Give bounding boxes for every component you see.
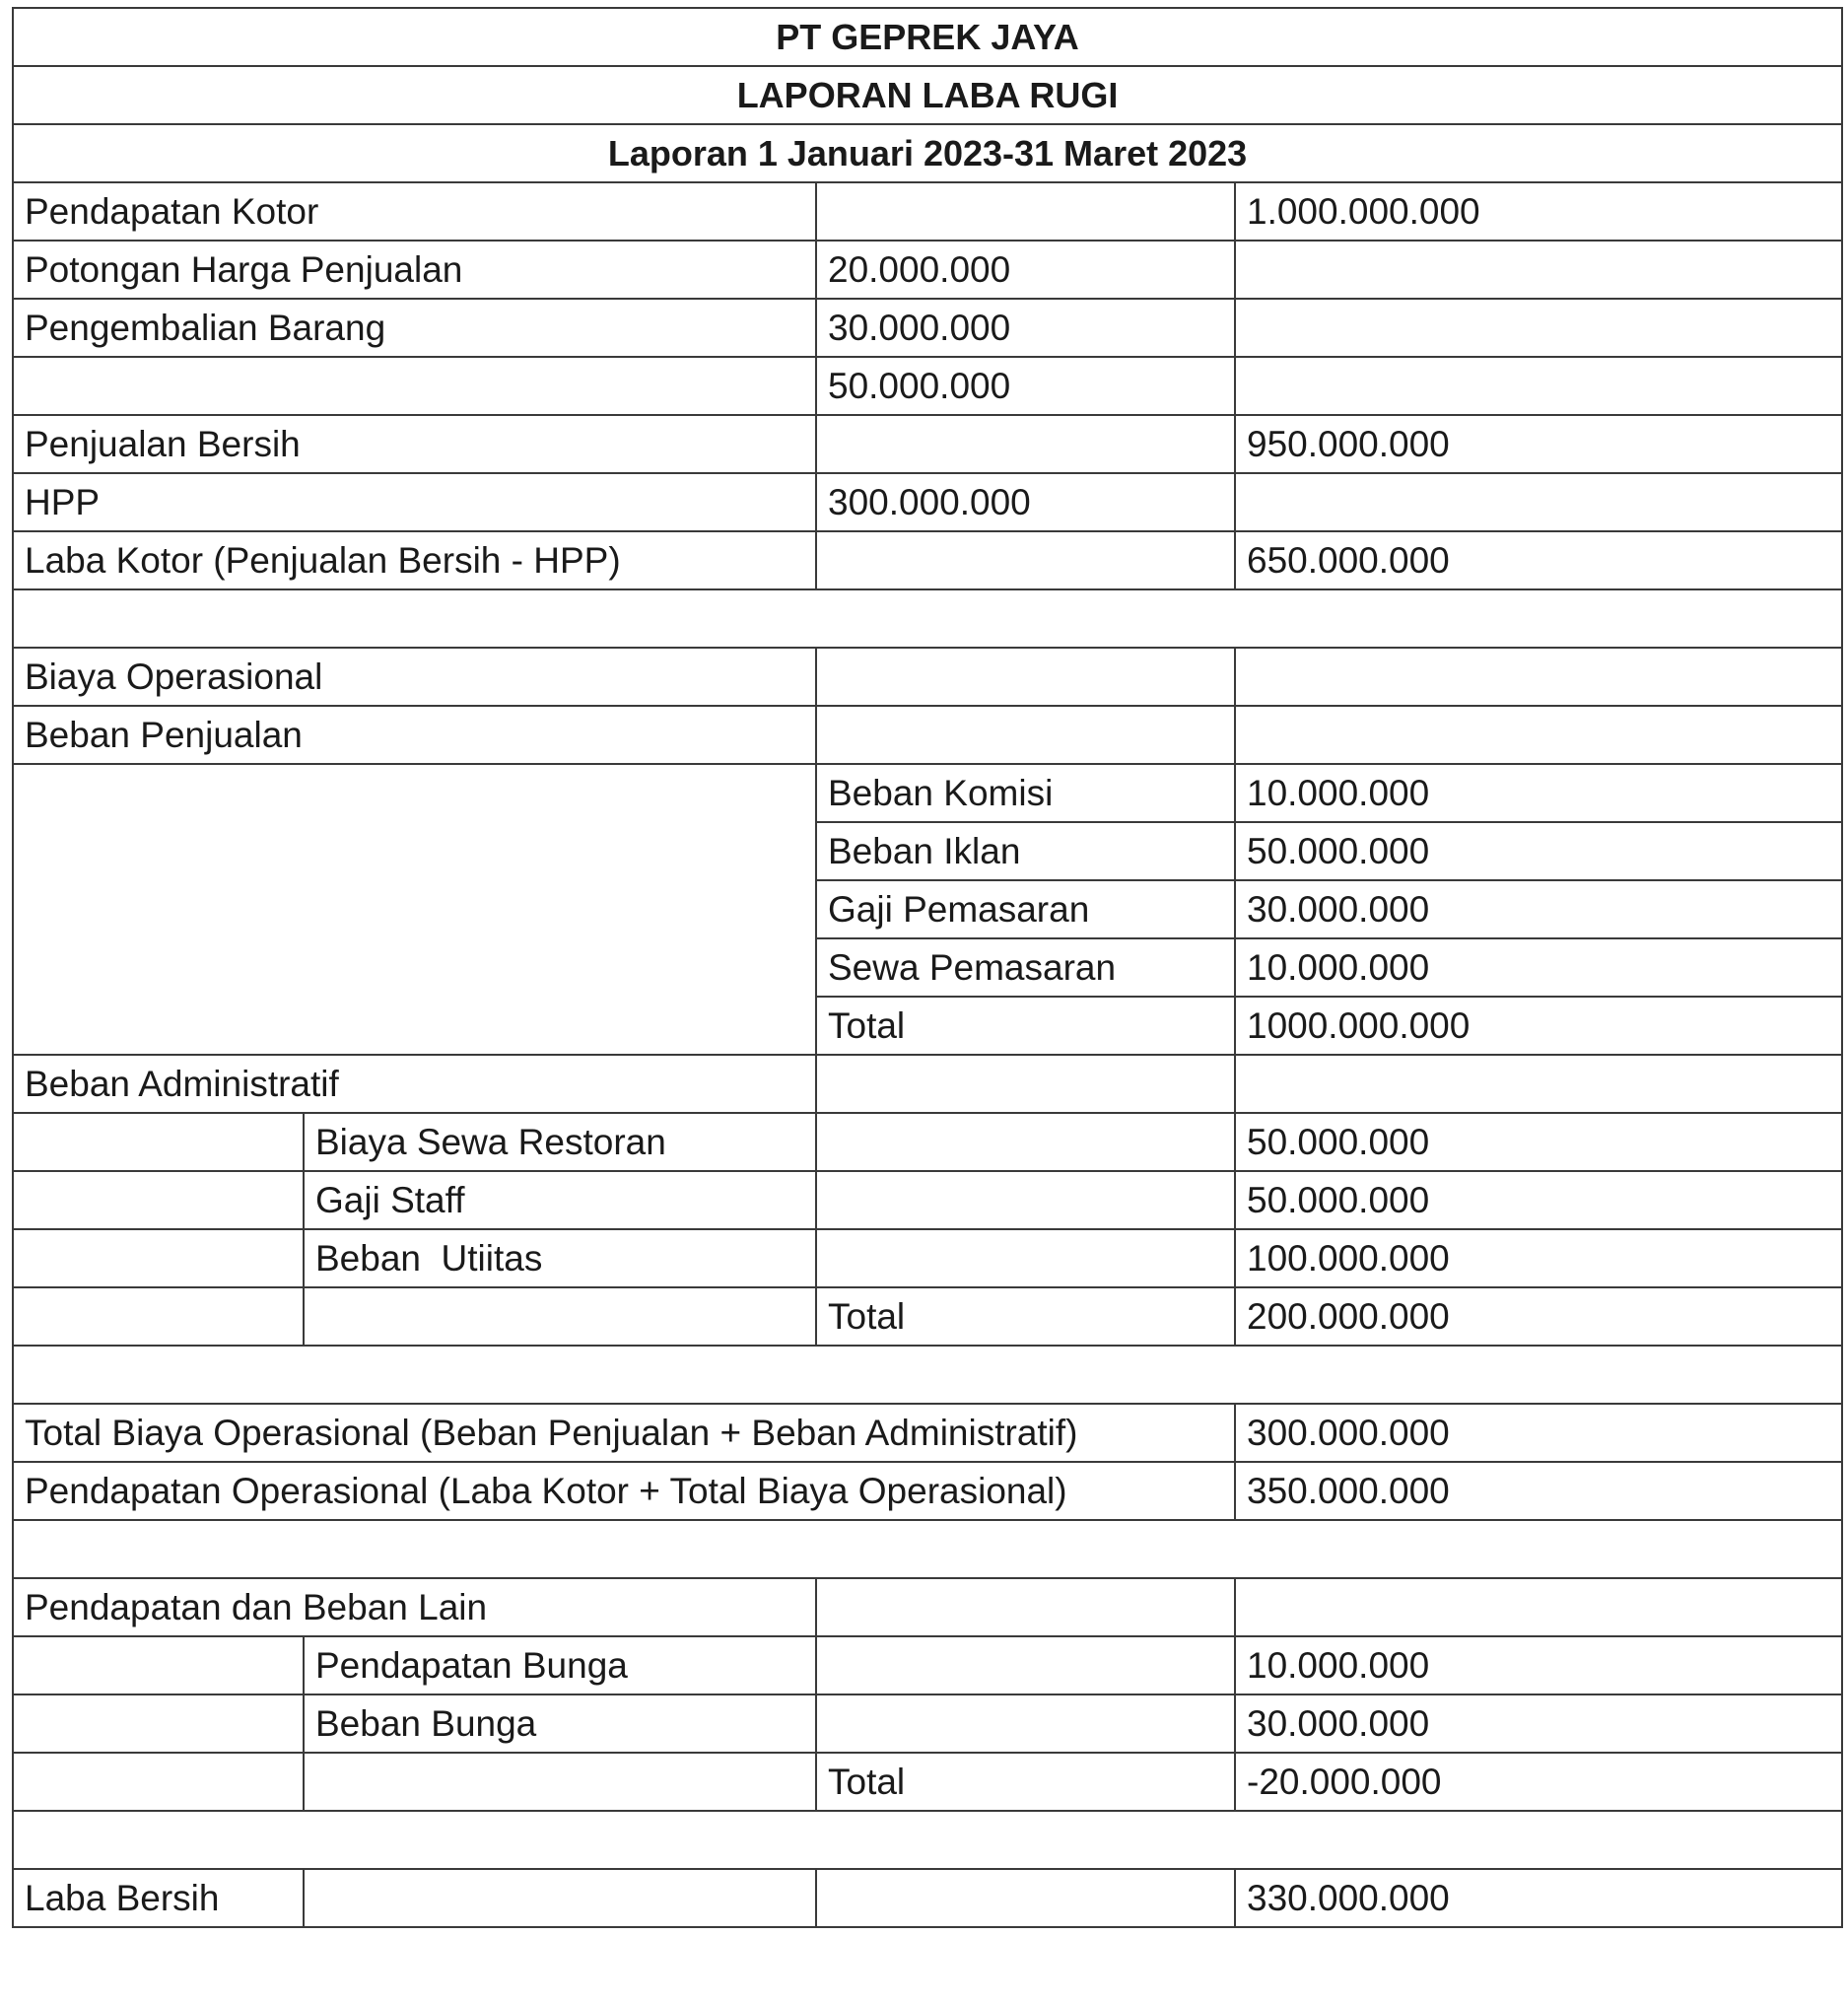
report-title: LAPORAN LABA RUGI: [13, 66, 1842, 124]
table-row: [13, 764, 1842, 822]
row-label[interactable]: Laba Bersih: [13, 1869, 304, 1927]
company-name: PT GEPREK JAYA: [13, 8, 1842, 66]
total-cell[interactable]: 200.000.000: [1235, 1287, 1842, 1346]
item-label[interactable]: Beban Iklan: [816, 822, 1235, 880]
amount-cell[interactable]: [816, 415, 1235, 473]
amount-cell[interactable]: [816, 1578, 1235, 1636]
total-cell[interactable]: 50.000.000: [1235, 1171, 1842, 1229]
table-row: [13, 473, 1842, 531]
total-cell[interactable]: [1235, 299, 1842, 357]
total-cell[interactable]: 1.000.000.000: [1235, 182, 1842, 241]
table-row: [13, 1869, 1842, 1927]
total-cell[interactable]: 350.000.000: [1235, 1462, 1842, 1520]
row-label[interactable]: HPP: [13, 473, 816, 531]
item-label[interactable]: Gaji Staff: [304, 1171, 816, 1229]
total-cell[interactable]: [1235, 241, 1842, 299]
total-cell[interactable]: [1235, 706, 1842, 764]
total-cell[interactable]: 650.000.000: [1235, 531, 1842, 589]
table-row: [13, 531, 1842, 589]
table-row: [13, 415, 1842, 473]
row-label[interactable]: Laba Kotor (Penjualan Bersih - HPP): [13, 531, 816, 589]
amount-cell[interactable]: [816, 1694, 1235, 1753]
total-label[interactable]: Total: [816, 997, 1235, 1055]
table-row: [13, 1753, 1842, 1811]
amount-cell[interactable]: 50.000.000: [816, 357, 1235, 415]
spacer-row: [13, 1520, 1842, 1578]
section-label[interactable]: Biaya Operasional: [13, 648, 816, 706]
total-cell[interactable]: 10.000.000: [1235, 764, 1842, 822]
merged-empty-cell[interactable]: [13, 764, 816, 1055]
amount-cell[interactable]: [816, 1171, 1235, 1229]
income-statement-table: [12, 7, 1843, 1928]
amount-cell[interactable]: [816, 648, 1235, 706]
table-row: [13, 1636, 1842, 1694]
title-row: [13, 8, 1842, 66]
total-cell[interactable]: [1235, 473, 1842, 531]
empty-cell[interactable]: [13, 1811, 1842, 1869]
row-label[interactable]: Penjualan Bersih: [13, 415, 816, 473]
total-cell[interactable]: 950.000.000: [1235, 415, 1842, 473]
total-cell[interactable]: 300.000.000: [1235, 1404, 1842, 1462]
indent-cell[interactable]: [13, 1694, 304, 1753]
item-label[interactable]: Sewa Pemasaran: [816, 938, 1235, 997]
table-row: [13, 1578, 1842, 1636]
item-label[interactable]: Beban Bunga: [304, 1694, 816, 1753]
total-cell[interactable]: 100.000.000: [1235, 1229, 1842, 1287]
indent-cell[interactable]: [13, 1229, 304, 1287]
table-row: [13, 1171, 1842, 1229]
indent-cell[interactable]: [13, 1171, 304, 1229]
total-cell[interactable]: -20.000.000: [1235, 1753, 1842, 1811]
table-row: [13, 1462, 1842, 1520]
section-label[interactable]: Beban Administratif: [13, 1055, 816, 1113]
total-cell[interactable]: [1235, 1055, 1842, 1113]
row-label[interactable]: Potongan Harga Penjualan: [13, 241, 816, 299]
row-label[interactable]: Total Biaya Operasional (Beban Penjualan + Beban Administratif): [13, 1404, 1235, 1462]
table-row: [13, 357, 1842, 415]
table-row: [13, 1229, 1842, 1287]
amount-cell[interactable]: [816, 1055, 1235, 1113]
amount-cell[interactable]: 30.000.000: [816, 299, 1235, 357]
total-cell[interactable]: [1235, 1578, 1842, 1636]
empty-cell[interactable]: [13, 1520, 1842, 1578]
amount-cell[interactable]: [816, 1869, 1235, 1927]
total-cell[interactable]: 30.000.000: [1235, 880, 1842, 938]
total-cell[interactable]: [1235, 648, 1842, 706]
amount-cell[interactable]: [816, 1636, 1235, 1694]
report-period: Laporan 1 Januari 2023-31 Maret 2023: [13, 124, 1842, 182]
empty-cell[interactable]: [13, 589, 1842, 648]
total-cell[interactable]: 30.000.000: [1235, 1694, 1842, 1753]
table-row: [13, 1694, 1842, 1753]
table-row: [13, 1287, 1842, 1346]
total-cell[interactable]: 10.000.000: [1235, 938, 1842, 997]
empty-cell[interactable]: [13, 1346, 1842, 1404]
table-row: [13, 1113, 1842, 1171]
table-row: [13, 1404, 1842, 1462]
table-row: [13, 706, 1842, 764]
row-label[interactable]: Pengembalian Barang: [13, 299, 816, 357]
amount-cell[interactable]: [816, 531, 1235, 589]
total-cell[interactable]: 50.000.000: [1235, 822, 1842, 880]
amount-cell[interactable]: [816, 182, 1235, 241]
table-row: [13, 182, 1842, 241]
table-row: [13, 648, 1842, 706]
total-cell[interactable]: 50.000.000: [1235, 1113, 1842, 1171]
table-row: [13, 1055, 1842, 1113]
amount-cell[interactable]: [816, 1113, 1235, 1171]
total-cell[interactable]: [1235, 357, 1842, 415]
table-row: [13, 299, 1842, 357]
row-label[interactable]: Pendapatan Kotor: [13, 182, 816, 241]
indent-cell[interactable]: [13, 1113, 304, 1171]
section-label[interactable]: Beban Penjualan: [13, 706, 816, 764]
item-label[interactable]: [304, 1753, 816, 1811]
indent-cell[interactable]: [13, 1753, 304, 1811]
item-label[interactable]: Pendapatan Bunga: [304, 1636, 816, 1694]
total-label[interactable]: Total: [816, 1287, 1235, 1346]
indent-cell[interactable]: [13, 1287, 304, 1346]
title-row: [13, 66, 1842, 124]
indent-cell[interactable]: [13, 1636, 304, 1694]
amount-cell[interactable]: [816, 706, 1235, 764]
net-income-cell[interactable]: 330.000.000: [1235, 1869, 1842, 1927]
item-label[interactable]: Biaya Sewa Restoran: [304, 1113, 816, 1171]
row-label[interactable]: [13, 357, 816, 415]
spacer-row: [13, 1346, 1842, 1404]
section-label[interactable]: Pendapatan dan Beban Lain: [13, 1578, 816, 1636]
title-row: [13, 124, 1842, 182]
table-row: [13, 241, 1842, 299]
total-label[interactable]: Total: [816, 1753, 1235, 1811]
spacer-row: [13, 1811, 1842, 1869]
total-cell[interactable]: 1000.000.000: [1235, 997, 1842, 1055]
spacer-row: [13, 589, 1842, 648]
item-label[interactable]: [304, 1287, 816, 1346]
item-label[interactable]: Beban Utiitas: [304, 1229, 816, 1287]
amount-cell[interactable]: 300.000.000: [816, 473, 1235, 531]
total-cell[interactable]: 10.000.000: [1235, 1636, 1842, 1694]
item-label[interactable]: Beban Komisi: [816, 764, 1235, 822]
item-label[interactable]: Gaji Pemasaran: [816, 880, 1235, 938]
row-label[interactable]: Pendapatan Operasional (Laba Kotor + Total Biaya Operasional): [13, 1462, 1235, 1520]
amount-cell[interactable]: 20.000.000: [816, 241, 1235, 299]
amount-cell[interactable]: [816, 1229, 1235, 1287]
item-label[interactable]: [304, 1869, 816, 1927]
